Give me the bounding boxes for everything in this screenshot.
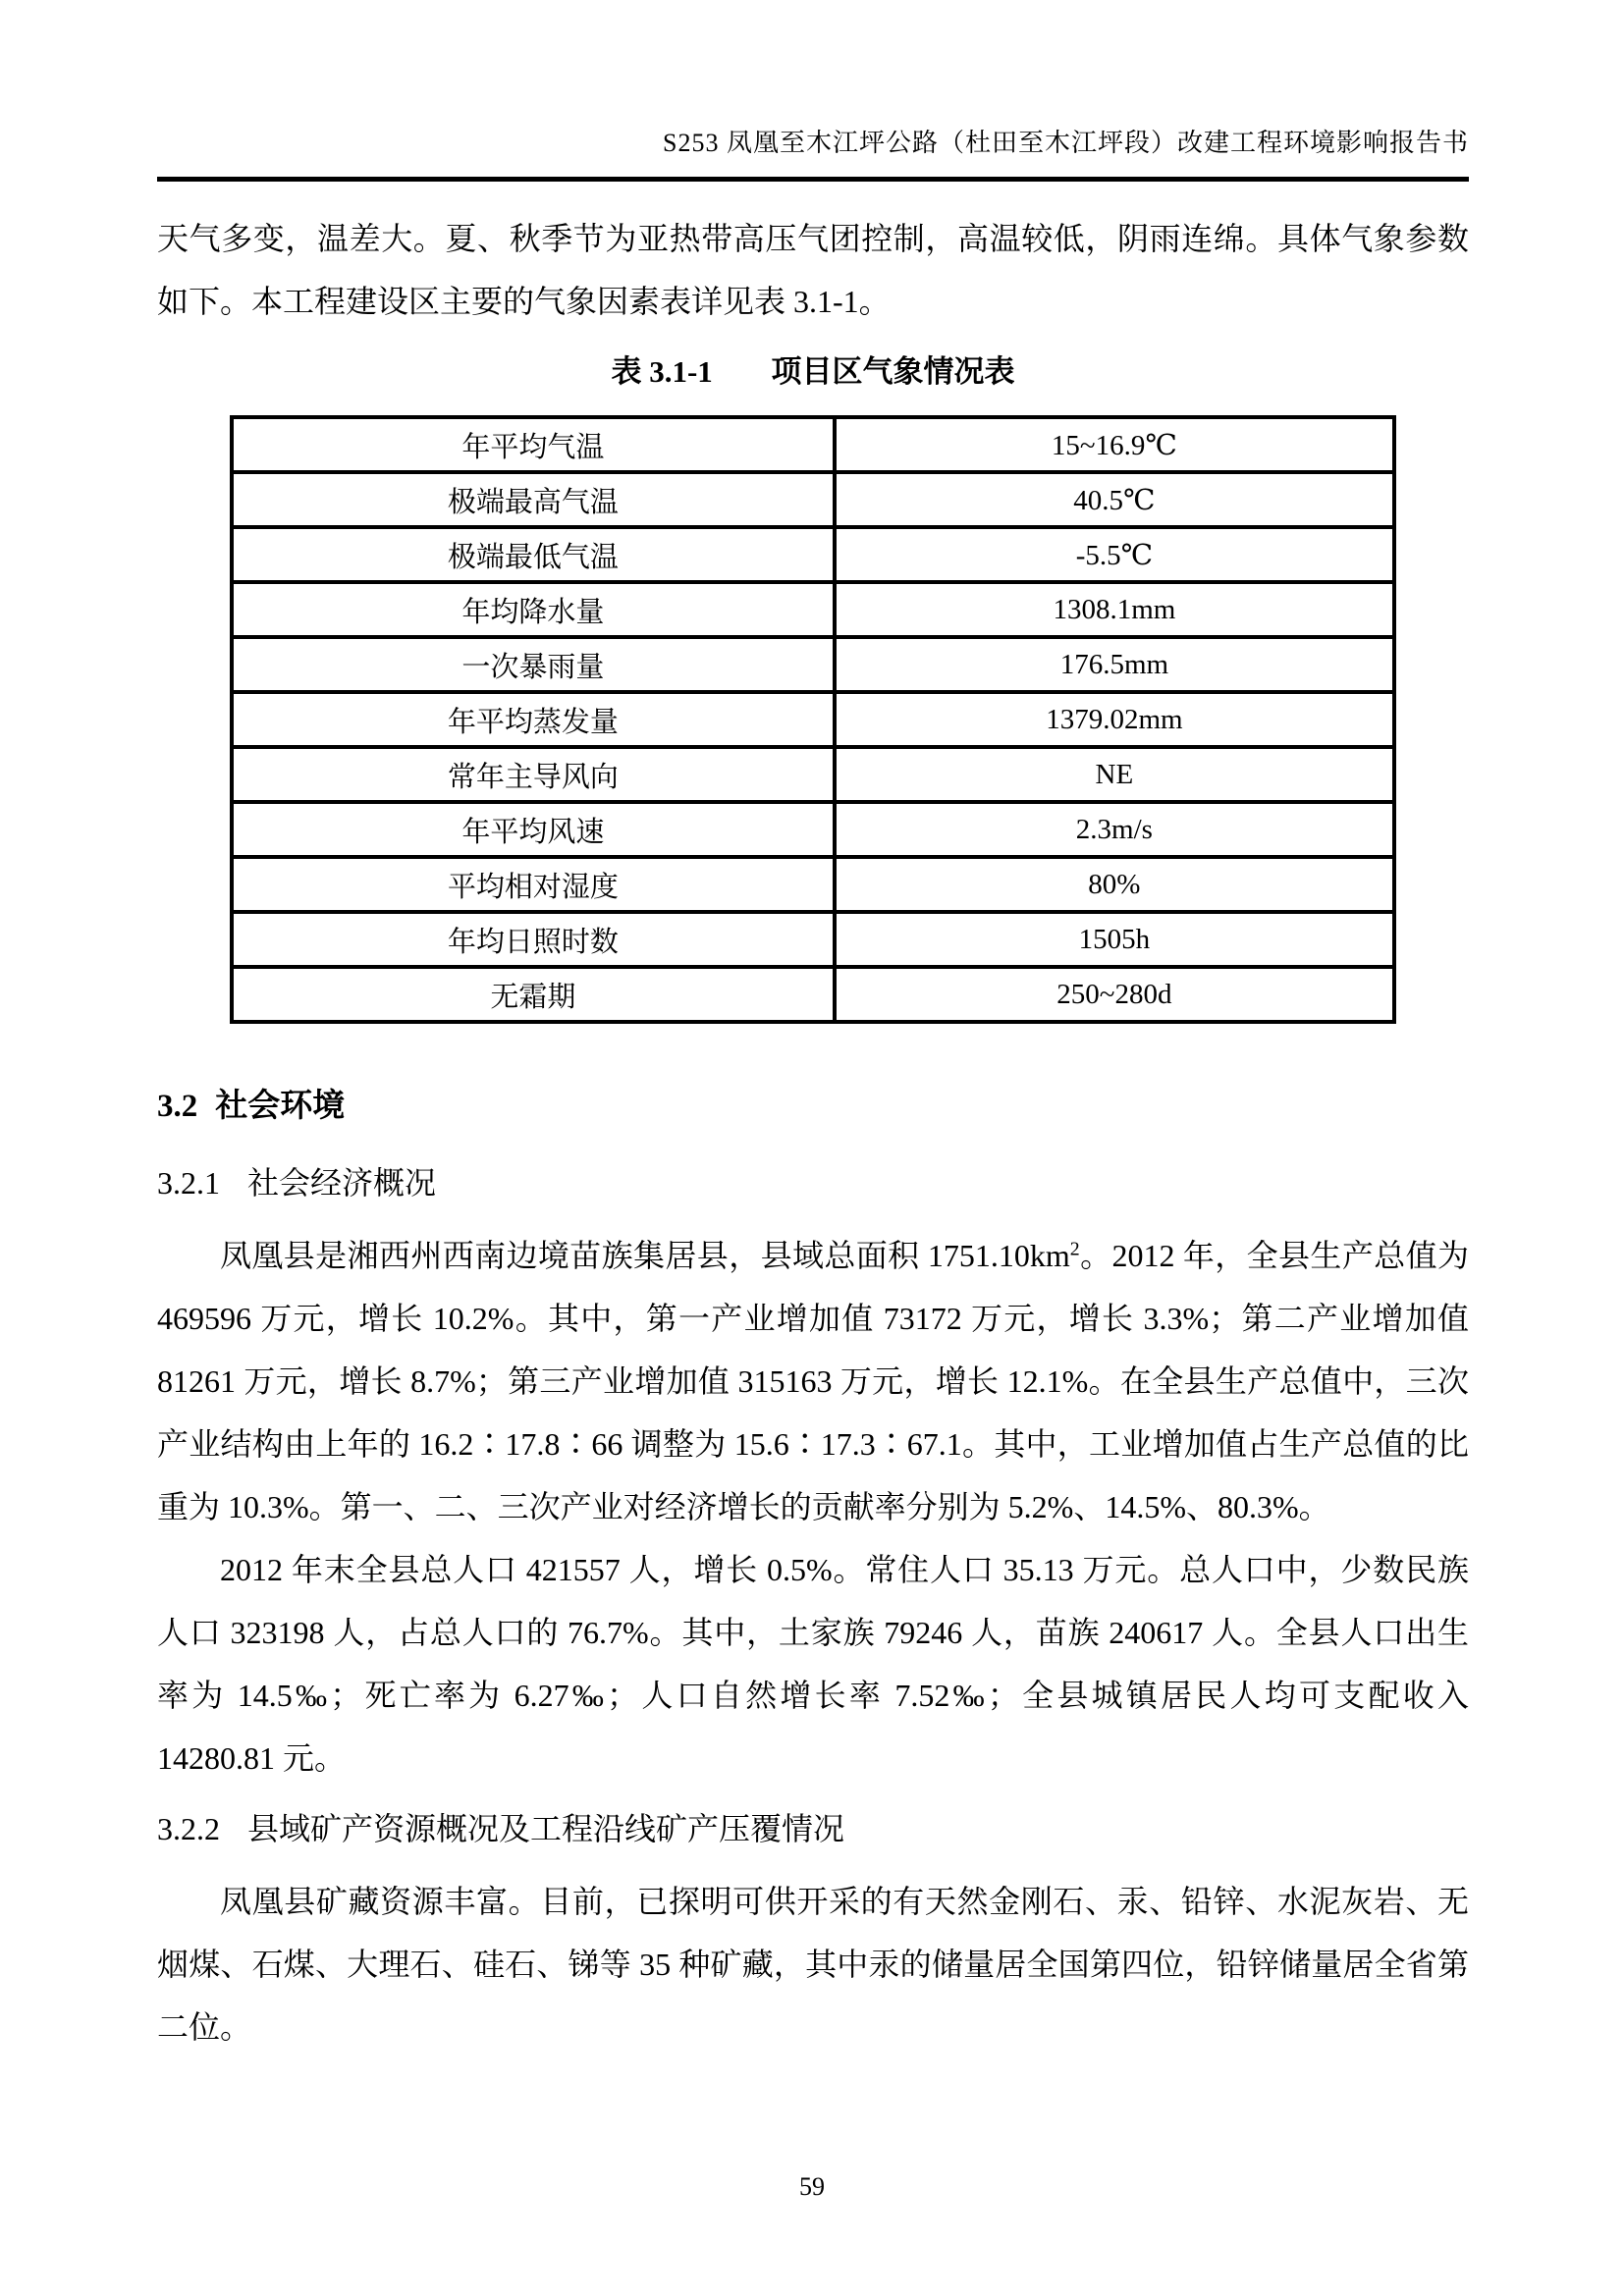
paragraph-text: 。2012 年，全县生产总值为 469596 万元，增长 10.2%。其中，第一产业增加值 73172 万元，增长 3.3%；第二产业增加值 81261 万元，增长 8.7%；第三产业增加值 315163 万元，增长 12.1%。在全县生产总值中，三次产业结构由上年的 16.2∶17.8∶66 调整为 15.6∶17.3∶67.1。其中，工业增加值占生产总值的比重为 10.3%。第一、二、三次产业对经济增长的贡献率分别为 5.2%、14.5%、80.3%。 (157, 1238, 1469, 1524)
table-row (232, 637, 1394, 692)
table-cell-item: 平均相对湿度 (232, 857, 835, 912)
table-cell-item: 极端最高气温 (232, 472, 835, 527)
intro-paragraph: 天气多变，温差大。夏、秋季节为亚热带高压气团控制，高温较低，阴雨连绵。具体气象参数如下。本工程建设区主要的气象因素表详见表 3.1-1。 (157, 221, 1469, 319)
table-cell-value: 80% (835, 857, 1394, 912)
section-title: 县域矿产资源概况及工程沿线矿产压覆情况 (247, 1811, 845, 1846)
header-divider (157, 177, 1469, 182)
table-cell-value: 1308.1mm (835, 582, 1394, 637)
table-cell-value: NE (835, 747, 1394, 802)
table-cell-item: 年均日照时数 (232, 912, 835, 967)
table-row (232, 692, 1394, 747)
table-caption (157, 348, 1469, 396)
section-number: 3.2.2 (157, 1811, 220, 1846)
table-row (232, 527, 1394, 582)
table-cell-value: 1505h (835, 912, 1394, 967)
section-title: 社会经济概况 (247, 1165, 437, 1201)
table-cell-value: -5.5℃ (835, 527, 1394, 582)
table-cell-item: 年平均风速 (232, 802, 835, 857)
section-title: 社会环境 (215, 1089, 346, 1124)
page-header (157, 0, 1469, 182)
section-heading-minerals (157, 1807, 1469, 1850)
section-heading-social-economy (157, 1161, 1469, 1204)
table-cell-item: 年均降水量 (232, 582, 835, 637)
section-number: 3.2.1 (157, 1165, 220, 1201)
section-heading-social-environment (157, 1085, 1469, 1128)
table-title-text: 项目区气象情况表 (771, 354, 1015, 389)
table-cell-value: 250~280d (835, 967, 1394, 1022)
table-cell-item: 年平均气温 (232, 417, 835, 472)
table-row (232, 472, 1394, 527)
section-number: 3.2 (157, 1089, 198, 1124)
table-cell-value: 1379.02mm (835, 692, 1394, 747)
economy-paragraph-1 (157, 1224, 1469, 1538)
table-cell-item: 无霜期 (232, 967, 835, 1022)
minerals-paragraph: 凤凰县矿藏资源丰富。目前，已探明可供开采的有天然金刚石、汞、铅锌、水泥灰岩、无烟煤、石煤、大理石、硅石、锑等 35 种矿藏，其中汞的储量居全国第四位，铅锌储量居全省第二位。 (157, 1884, 1469, 2045)
table-cell-item: 极端最低气温 (232, 527, 835, 582)
table-cell-value: 176.5mm (835, 637, 1394, 692)
page-number: 59 (799, 2172, 825, 2201)
table-cell-value: 2.3m/s (835, 802, 1394, 857)
table-cell-item: 常年主导风向 (232, 747, 835, 802)
paragraph-text: 凤凰县是湘西州西南边境苗族集居县，县域总面积 1751.10km (220, 1238, 1070, 1273)
table-row (232, 747, 1394, 802)
table-row (232, 857, 1394, 912)
table-label: 表 3.1-1 (611, 354, 713, 389)
table-cell-value: 40.5℃ (835, 472, 1394, 527)
table-cell-value: 15~16.9℃ (835, 417, 1394, 472)
economy-paragraph-2: 2012 年末全县总人口 421557 人，增长 0.5%。常住人口 35.13 万元。总人口中，少数民族人口 323198 人，占总人口的 76.7%。其中，土家族 79246 人，苗族 240617 人。全县人口出生率为 14.5‰；死亡率为 6.27‰；人口自然增长率 7.52‰；全县城镇居民人均可支配收入 14280.81 元。 (157, 1552, 1469, 1776)
table-row (232, 417, 1394, 472)
report-title: S253 凤凰至木江坪公路（杜田至木江坪段）改建工程环境影响报告书 (663, 129, 1469, 157)
table-row (232, 582, 1394, 637)
table-cell-item: 一次暴雨量 (232, 637, 835, 692)
table-cell-item: 年平均蒸发量 (232, 692, 835, 747)
meteorology-table (230, 415, 1396, 1024)
table-row (232, 912, 1394, 967)
table-row (232, 802, 1394, 857)
superscript-2: 2 (1069, 1238, 1080, 1260)
table-row (232, 967, 1394, 1022)
